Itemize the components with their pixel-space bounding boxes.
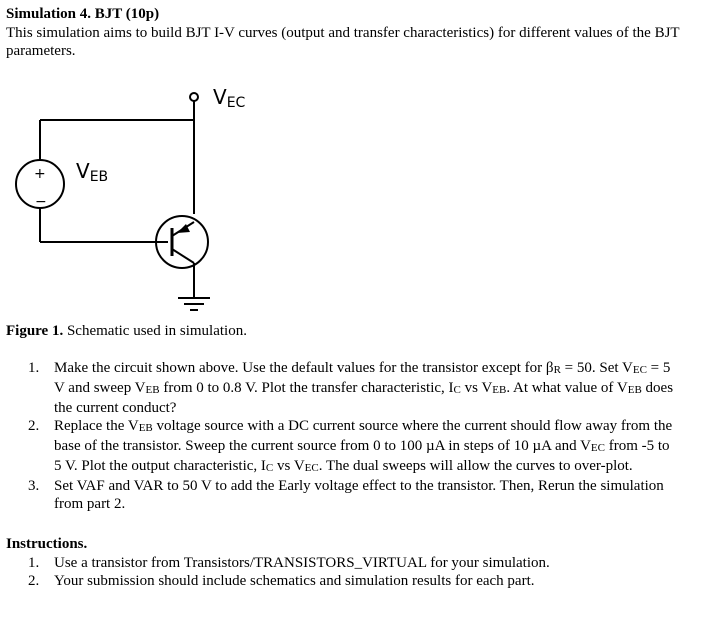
bjt-schematic [0, 70, 705, 320]
figure-caption [6, 323, 247, 340]
list-number: 1. [28, 360, 40, 376]
vec-label: VEC [213, 85, 246, 111]
list-item [28, 554, 678, 572]
list-item: 2. Replace the VEB voltage source with a DC current source where the current should flow away from the base of the transistor. Sweep the current source from 0 to 100 µA in steps of 10 µA and VEC from -5 to 5 V. Plot the output characteristic, IC vs VEC. The dual sweeps will allow the curves to over-plot. [28, 418, 673, 474]
instructions-list [28, 554, 678, 590]
intro-paragraph: This simulation aims to build BJT I-V curves (output and transfer characteristics) for different values of the BJT parameters. [6, 25, 680, 59]
collector-lead [172, 249, 194, 263]
figure-caption-text: Schematic used in simulation. [63, 323, 247, 339]
list-item-text: Use a transistor from Transistors/TRANSISTORS_VIRTUAL for your simulation. [54, 555, 550, 571]
vec-terminal [190, 93, 198, 101]
instructions-heading: Instructions. [6, 536, 88, 552]
steps-list [28, 359, 678, 513]
simulation-title: Simulation 4. BJT (10p) [6, 6, 160, 22]
list-number: 2. [28, 573, 40, 589]
list-item-text: Your submission should include schematics and simulation results for each part. [54, 573, 535, 589]
list-number: 1. [28, 555, 40, 571]
veb-label: VEB [76, 159, 109, 185]
plus-sign: + [34, 166, 46, 182]
list-item-text: Set VAF and VAR to 50 V to add the Early voltage effect to the transistor. Then, Rerun the simulation from part 2. [54, 478, 664, 512]
list-item: 1. Make the circuit shown above. Use the default values for the transistor except for βR = 50. Set VEC = 5 V and sweep VEB from 0 to 0.8 V. Plot the transfer characteristic, IC vs VEB. At what value of VEB does the current conduct? [28, 360, 674, 416]
list-item [28, 477, 678, 513]
list-number: 3. [28, 478, 40, 494]
minus-sign: − [35, 194, 47, 210]
list-item [28, 572, 678, 590]
list-number: 2. [28, 418, 40, 434]
figure-label: Figure 1. [6, 323, 64, 339]
